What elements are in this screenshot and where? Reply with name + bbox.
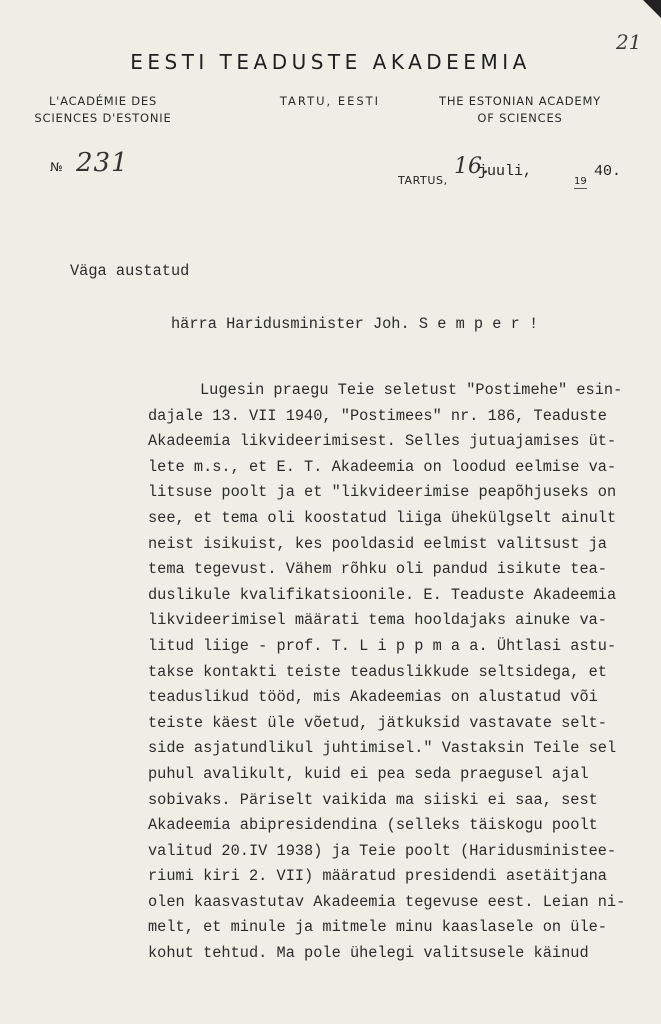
addressee: härra Haridusminister Joh. S e m p e r ! bbox=[171, 315, 539, 333]
body-line: valitud 20.IV 1938) ja Teie poolt (Haridusministee- bbox=[148, 841, 617, 860]
date-day: 16. bbox=[454, 154, 489, 179]
body-line: side asjatundlikul juhtimisel." Vastaksin Teile sel bbox=[148, 739, 617, 758]
letterhead-french-line-2: SCIENCES D'ESTONIE bbox=[34, 111, 172, 125]
body-line: olen kaasvastutav Akadeemia tegevuse eest. Leian ni- bbox=[148, 892, 626, 911]
archive-page-number: 21 bbox=[616, 30, 642, 54]
letterhead-french bbox=[18, 93, 188, 127]
body-line: lete m.s., et E. T. Akadeemia on loodud eelmise va- bbox=[148, 457, 617, 476]
body-line: litsuse poolt ja et "likvideerimise peapõhjuseks on bbox=[148, 483, 617, 502]
body-line: Akadeemia likvideerimisest. Selles jutuajamises üt- bbox=[148, 432, 617, 451]
date-century: 19 bbox=[574, 176, 587, 187]
body-line: melt, et minule ja mitmele minu kaaslasele on üle- bbox=[148, 918, 607, 937]
body-line: takse kontakti teiste teaduslikkude seltsidega, et bbox=[148, 662, 607, 681]
letter-date bbox=[398, 154, 638, 190]
body-line: dajale 13. VII 1940, "Postimees" nr. 186, Teaduste bbox=[148, 406, 607, 425]
reference-number: 231 bbox=[76, 148, 129, 178]
salutation: Väga austatud bbox=[70, 262, 190, 280]
letterhead-location-text: TARTU, EESTI bbox=[279, 94, 381, 108]
page-corner bbox=[643, 0, 661, 18]
body-line: teiste käest üle võetud, jätkuksid vastavate selt- bbox=[148, 713, 607, 732]
body-line: duslikule kvalifikatsioonile. E. Teaduste Akadeemia bbox=[148, 585, 617, 604]
letterhead-english-line-2: OF SCIENCES bbox=[477, 111, 563, 125]
reference-label: № bbox=[50, 160, 63, 174]
body-line: tema tegevust. Vähem rõhku oli pandud isikute tea- bbox=[148, 560, 607, 579]
body-line: riumi kiri 2. VII) määratud presidendi asetäitjana bbox=[148, 867, 607, 886]
date-year: 40. bbox=[594, 163, 622, 180]
letterhead-french-line-1: L'ACADÉMIE DES bbox=[48, 94, 158, 108]
date-month: juuli, bbox=[478, 163, 533, 180]
body-line: Lugesin praegu Teie seletust "Postimehe" esin- bbox=[200, 381, 623, 399]
body-line: see, et tema oli koostatud liiga ühekülgselt ainult bbox=[148, 508, 617, 527]
body-line: teaduslikud tööd, mis Akadeemias on alustatud või bbox=[148, 688, 598, 707]
body-line: puhul avalikult, kuid ei pea seda praegusel ajal bbox=[148, 764, 589, 783]
letter-body bbox=[148, 378, 648, 967]
body-line: sobivaks. Päriselt vaikida ma siiski ei saa, sest bbox=[148, 790, 598, 809]
body-line: Akadeemia abipresidendina (selleks täiskogu poolt bbox=[148, 816, 598, 835]
body-line: likvideerimisel määrati tema hooldajaks ainuke va- bbox=[148, 611, 607, 630]
letterhead-location bbox=[250, 93, 410, 110]
letterhead-title: EESTI TEADUSTE AKADEEMIA bbox=[130, 50, 531, 74]
date-place: TARTUS, bbox=[398, 174, 448, 187]
letterhead-english-line-1: THE ESTONIAN ACADEMY bbox=[439, 94, 601, 108]
letterhead-english bbox=[420, 93, 620, 127]
body-line: neist isikuist, kes pooldasid eelmist valitsust ja bbox=[148, 534, 607, 553]
body-line: kohut tehtud. Ma pole ühelegi valitsusele käinud bbox=[148, 944, 589, 963]
body-line: litud liige - prof. T. L i p p m a a. Ühtlasi astu- bbox=[148, 636, 617, 655]
